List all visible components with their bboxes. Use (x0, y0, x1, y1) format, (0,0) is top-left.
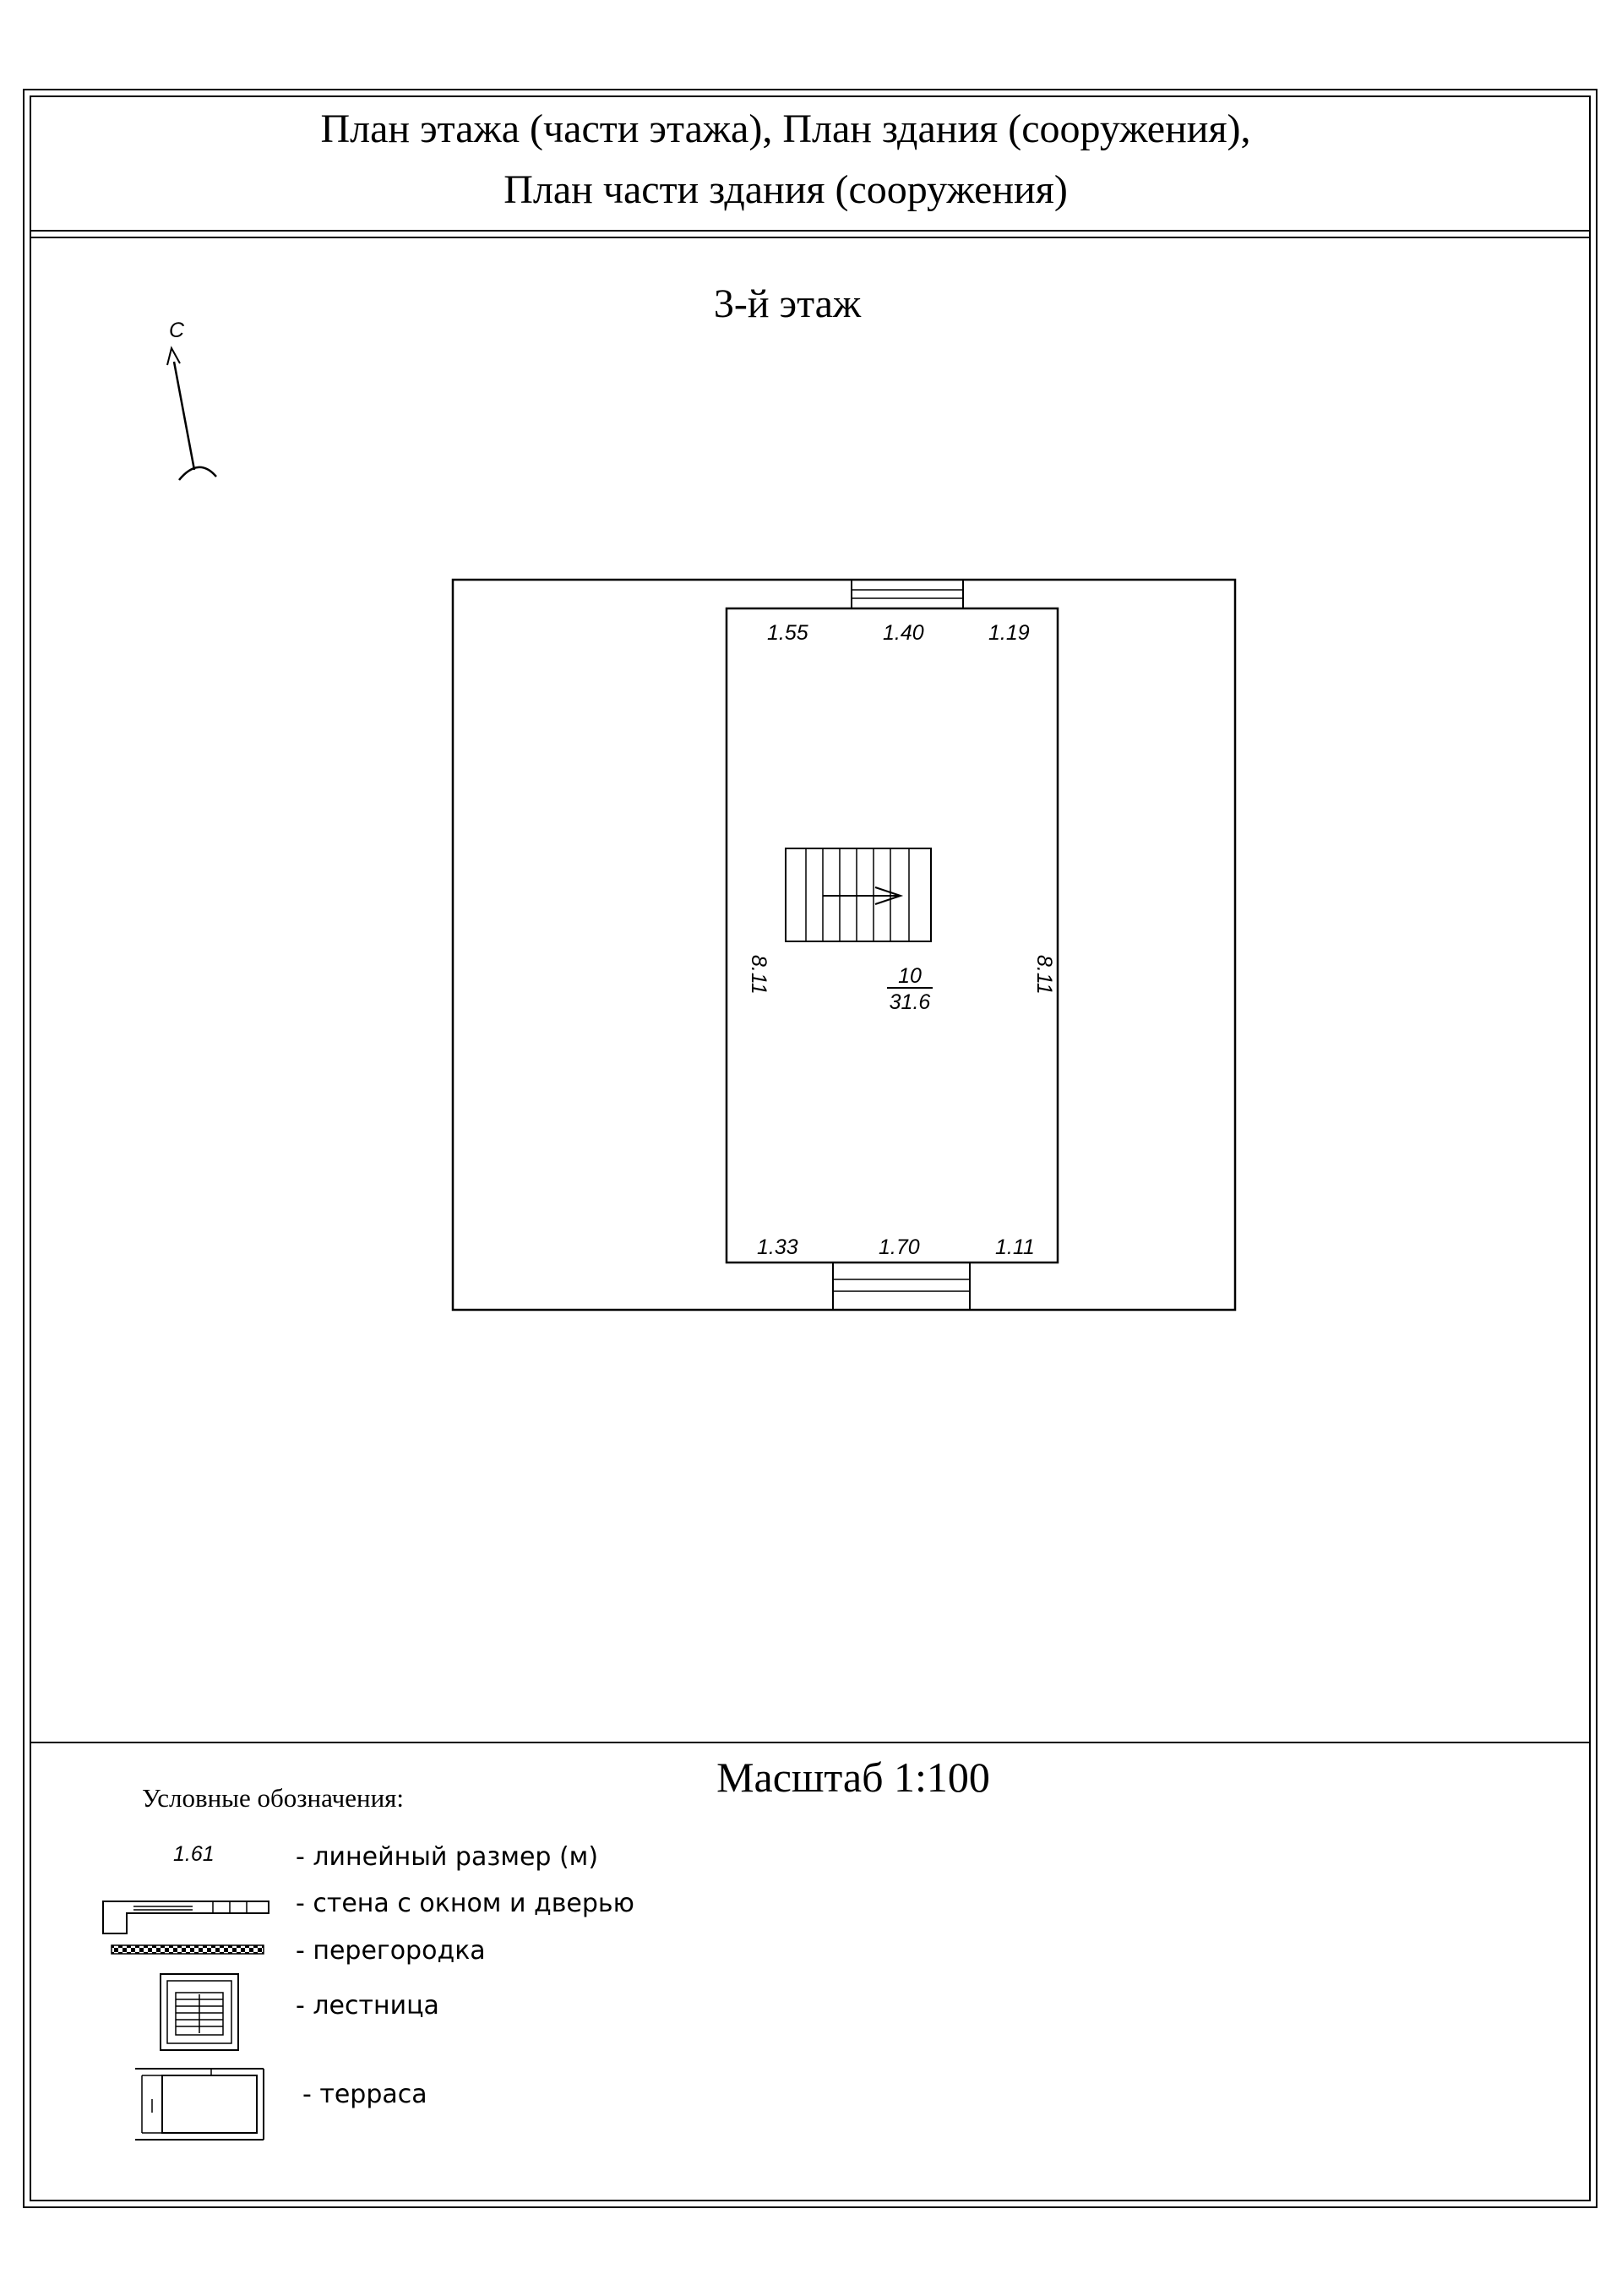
header-title-line1: План этажа (части этажа), План здания (сооружения), (320, 106, 1251, 151)
wall-window-door-icon (103, 1901, 269, 1933)
scale-label: Масштаб 1:100 (716, 1753, 990, 1801)
staircase-legend-icon (161, 1974, 238, 2050)
staircase-symbol (786, 848, 931, 941)
dim-top-center: 1.40 (883, 621, 924, 645)
legend-partition-label: - перегородка (296, 1936, 486, 1966)
dim-right: 8.11 (1032, 955, 1056, 995)
legend-staircase-label: - лестница (296, 1991, 439, 2021)
legend (103, 1783, 634, 2140)
legend-dimension-label: - линейный размер (м) (296, 1842, 599, 1872)
legend-wall-label: - стена с окном и дверью (296, 1889, 634, 1918)
dim-bottom-left: 1.33 (757, 1235, 798, 1259)
sheet-frame (24, 90, 1597, 2207)
dim-left: 8.11 (747, 955, 770, 995)
bottom-door (833, 1263, 970, 1310)
partition-icon (112, 1945, 264, 1954)
room-number: 10 (898, 964, 922, 988)
room-area: 31.6 (889, 990, 931, 1014)
legend-title: Условные обозначения: (142, 1783, 405, 1813)
outer-outline (453, 580, 1235, 1310)
legend-dimension-sample: 1.61 (173, 1842, 215, 1866)
dim-top-right: 1.19 (988, 621, 1030, 645)
legend-terrace-label: - терраса (302, 2080, 427, 2109)
dim-top-left: 1.55 (767, 621, 808, 645)
terrace-icon (135, 2069, 264, 2140)
room-outline (727, 608, 1058, 1263)
top-window (852, 580, 963, 608)
header-title-line2: План части здания (сооружения) (503, 167, 1068, 212)
north-label: С (169, 319, 185, 342)
dim-bottom-right: 1.11 (995, 1235, 1035, 1259)
floor-plan (453, 580, 1235, 1310)
north-arrow-icon (167, 348, 216, 480)
dim-bottom-center: 1.70 (879, 1235, 920, 1259)
floor-label: 3-й этаж (713, 281, 862, 326)
